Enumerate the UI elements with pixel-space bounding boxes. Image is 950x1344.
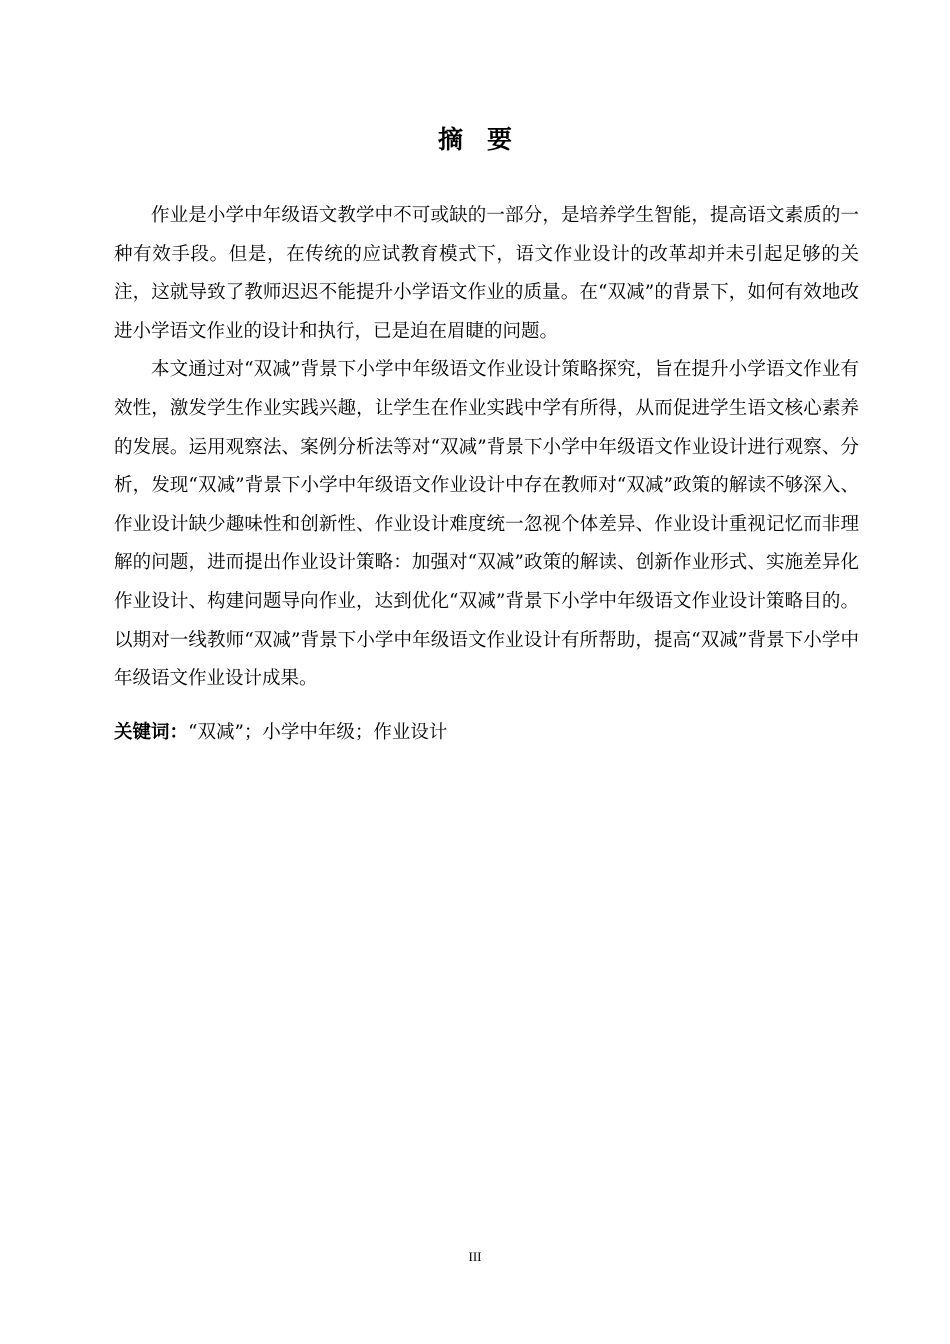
- abstract-paragraph-2: 本文通过对“双减”背景下小学中年级语文作业设计策略探究，旨在提升小学语文作业有效性，激发学生作业实践兴趣，让学生在作业实践中学有所得，从而促进学生语文核心素养的发展。运用观察法、案例分析法等对“双减”背景下小学中年级语文作业设计进行观察、分析，发现“双减”背景下小学中年级语文作业设计中存在教师对“双减”政策的解读不够深入、作业设计缺少趣味性和创新性、作业设计难度统一忽视个体差异、作业设计重视记忆而非理解的问题，进而提出作业设计策略：加强对“双减”政策的解读、创新作业形式、实施差异化作业设计、构建问题导向作业，达到优化“双减”背景下小学中年级语文作业设计策略目的。以期对一线教师“双减”背景下小学中年级语文作业设计有所帮助，提高“双减”背景下小学中年级语文作业设计成果。: [114, 359, 859, 690]
- abstract-paragraph-1: 作业是小学中年级语文教学中不可或缺的一部分，是培养学生智能，提高语文素质的一种有效手段。但是，在传统的应试教育模式下，语文作业设计的改革却并未引起足够的关注，这就导致了教师迟迟不能提升小学语文作业的质量。在“双减”的背景下，如何有效地改进小学语文作业的设计和执行，已是迫在眉睫的问题。: [114, 205, 859, 342]
- abstract-body: [114, 197, 859, 699]
- keywords-line: [114, 715, 859, 751]
- keywords-value: “双减”；小学中年级；作业设计: [188, 722, 448, 743]
- keywords-label: 关键词：: [114, 722, 189, 743]
- abstract-title: 摘要: [437, 125, 536, 154]
- page-number: III: [468, 1249, 482, 1264]
